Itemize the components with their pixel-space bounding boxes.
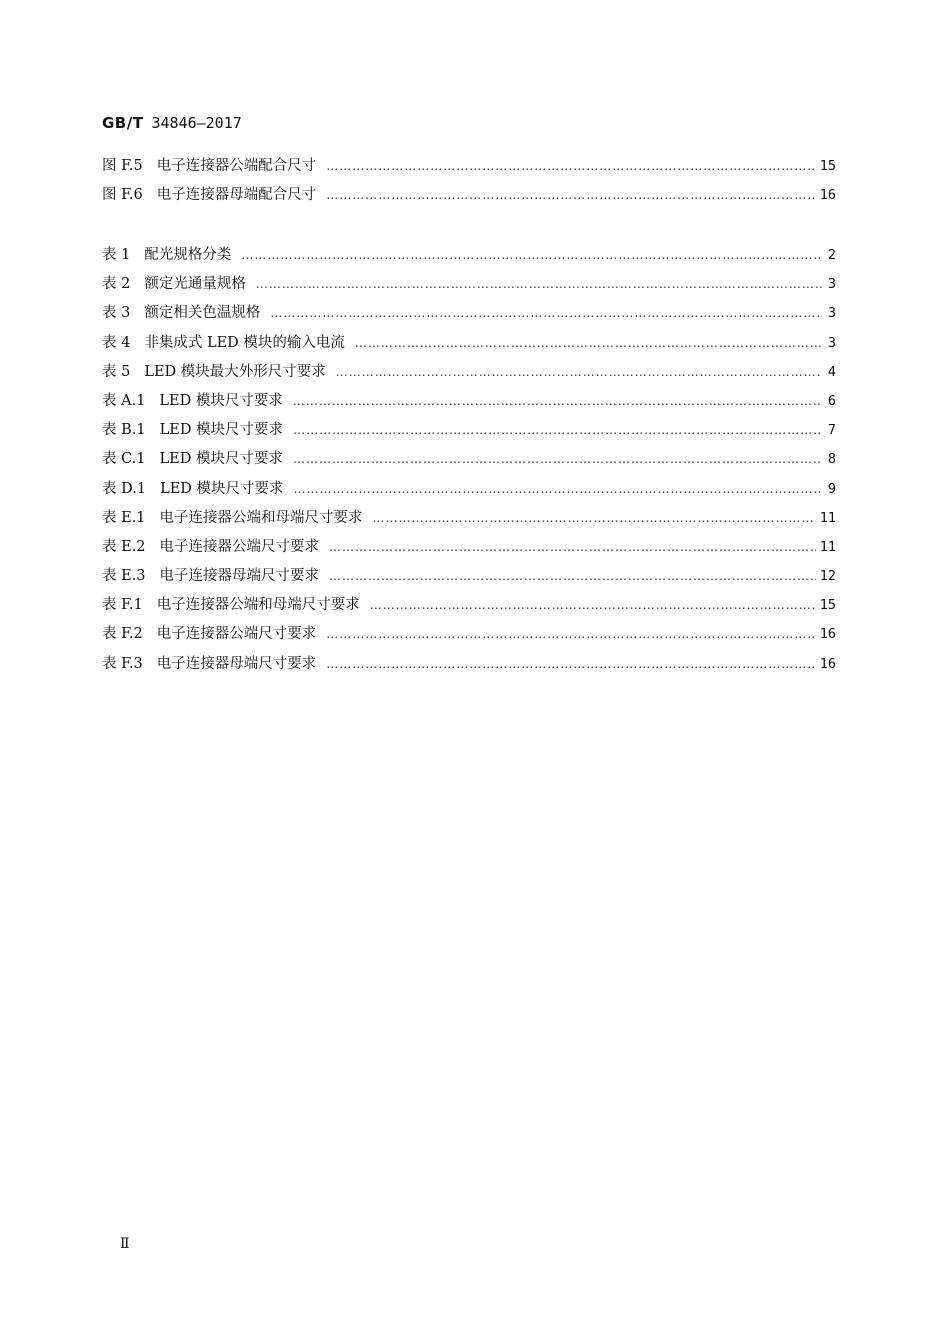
leader-dots [294, 475, 822, 504]
table-entry[interactable] [102, 329, 836, 358]
entry-page: 15 [819, 597, 836, 614]
figure-entry[interactable] [102, 181, 836, 210]
entry-label [102, 358, 326, 387]
entry-label [102, 181, 316, 210]
leader-dots [326, 650, 815, 679]
entry-number: 表 F.1 [102, 597, 143, 614]
entry-page: 16 [819, 626, 836, 643]
entry-number: 表 F.2 [102, 626, 143, 643]
entry-number: 表 2 [102, 276, 131, 293]
entry-number: 表 E.2 [102, 538, 146, 555]
entry-number: 图 F.5 [102, 158, 143, 174]
table-entry[interactable] [102, 475, 836, 504]
leader-dots [326, 620, 815, 649]
leader-dots [293, 387, 822, 416]
leader-dots [326, 181, 815, 210]
entry-label [102, 270, 246, 299]
document-header [102, 114, 242, 132]
entry-number: 表 4 [102, 334, 131, 351]
table-entry[interactable] [102, 562, 836, 591]
entry-title: 电子连接器公端尺寸要求 [156, 626, 317, 643]
entry-number: 表 E.1 [102, 509, 146, 526]
entry-label [102, 152, 316, 181]
entry-title: 电子连接器公端尺寸要求 [159, 538, 320, 555]
entry-page: 3 [827, 305, 836, 322]
entry-title: LED 模块最大外形尺寸要求 [144, 363, 326, 380]
entry-page: 16 [819, 187, 836, 204]
entry-title: 非集成式 LED 模块的输入电流 [144, 334, 345, 351]
entry-label [102, 299, 260, 328]
entry-page: 16 [819, 655, 836, 672]
leader-dots [329, 533, 816, 562]
entry-page: 7 [827, 422, 836, 439]
entry-label [102, 504, 363, 533]
entry-page: 3 [827, 334, 836, 351]
table-entry[interactable] [102, 299, 836, 328]
figure-list [102, 152, 836, 210]
entry-label [102, 591, 360, 620]
entry-page: 3 [827, 276, 836, 293]
table-entry[interactable] [102, 270, 836, 299]
entry-label [102, 387, 283, 416]
entry-label [102, 650, 316, 679]
entry-label [102, 445, 283, 474]
entry-number: 表 B.1 [102, 422, 146, 439]
table-entry[interactable] [102, 445, 836, 474]
entry-page: 6 [827, 392, 836, 409]
leader-dots [241, 241, 822, 270]
entry-page: 8 [827, 451, 836, 468]
standard-code: GB/T [102, 114, 144, 132]
leader-dots [329, 562, 816, 591]
entry-label [102, 475, 284, 504]
figure-entry[interactable] [102, 152, 836, 181]
leader-dots [355, 329, 822, 358]
entry-title: 额定相关色温规格 [144, 305, 261, 322]
table-entry[interactable] [102, 591, 836, 620]
entry-title: 配光规格分类 [144, 247, 232, 263]
entry-title: 电子连接器母端配合尺寸 [156, 187, 317, 204]
page-number: Ⅱ [120, 1236, 130, 1252]
entry-title: LED 模块尺寸要求 [159, 422, 284, 439]
entry-label [102, 562, 319, 591]
entry-title: LED 模块尺寸要求 [160, 480, 284, 497]
entry-label [102, 416, 283, 445]
table-list [102, 241, 836, 679]
entry-page: 11 [819, 509, 836, 526]
entry-number: 表 C.1 [102, 451, 146, 468]
table-entry[interactable] [102, 650, 836, 679]
entry-title: 电子连接器母端尺寸要求 [156, 655, 317, 672]
leader-dots [373, 504, 816, 533]
entry-number: 表 E.3 [102, 568, 146, 585]
entry-number: 表 1 [102, 247, 131, 263]
entry-page: 9 [827, 480, 836, 497]
table-entry[interactable] [102, 504, 836, 533]
entry-label [102, 241, 231, 270]
entry-number: 表 D.1 [102, 480, 147, 497]
entry-label [102, 329, 345, 358]
table-entry[interactable] [102, 533, 836, 562]
leader-dots [336, 358, 822, 387]
entry-title: 电子连接器公端配合尺寸 [156, 158, 317, 174]
entry-number: 表 3 [102, 305, 131, 322]
entry-number: 图 F.6 [102, 187, 143, 204]
leader-dots [270, 299, 822, 328]
entry-number: 表 A.1 [102, 392, 146, 409]
entry-page: 2 [827, 247, 836, 263]
entry-page: 15 [819, 158, 836, 174]
leader-dots [256, 270, 822, 299]
table-entry[interactable] [102, 416, 836, 445]
table-entry[interactable] [102, 387, 836, 416]
entry-title: LED 模块尺寸要求 [159, 392, 283, 409]
entry-number: 表 F.3 [102, 655, 143, 672]
entry-title: 电子连接器母端尺寸要求 [159, 568, 320, 585]
standard-number: 34846—2017 [151, 114, 242, 132]
leader-dots [370, 591, 816, 620]
entry-label [102, 620, 316, 649]
leader-dots [326, 152, 815, 181]
leader-dots [293, 416, 822, 445]
entry-title: 电子连接器公端和母端尺寸要求 [156, 597, 360, 614]
table-entry[interactable] [102, 358, 836, 387]
entry-title: LED 模块尺寸要求 [159, 451, 283, 468]
leader-dots [293, 445, 822, 474]
table-entry[interactable] [102, 620, 836, 649]
entry-title: 电子连接器公端和母端尺寸要求 [159, 509, 363, 526]
entry-page: 11 [819, 538, 836, 555]
entry-page: 4 [827, 363, 836, 380]
entry-page: 12 [819, 568, 836, 585]
entry-title: 额定光通量规格 [144, 276, 246, 293]
table-entry[interactable] [102, 241, 836, 270]
entry-number: 表 5 [102, 363, 131, 380]
entry-label [102, 533, 319, 562]
